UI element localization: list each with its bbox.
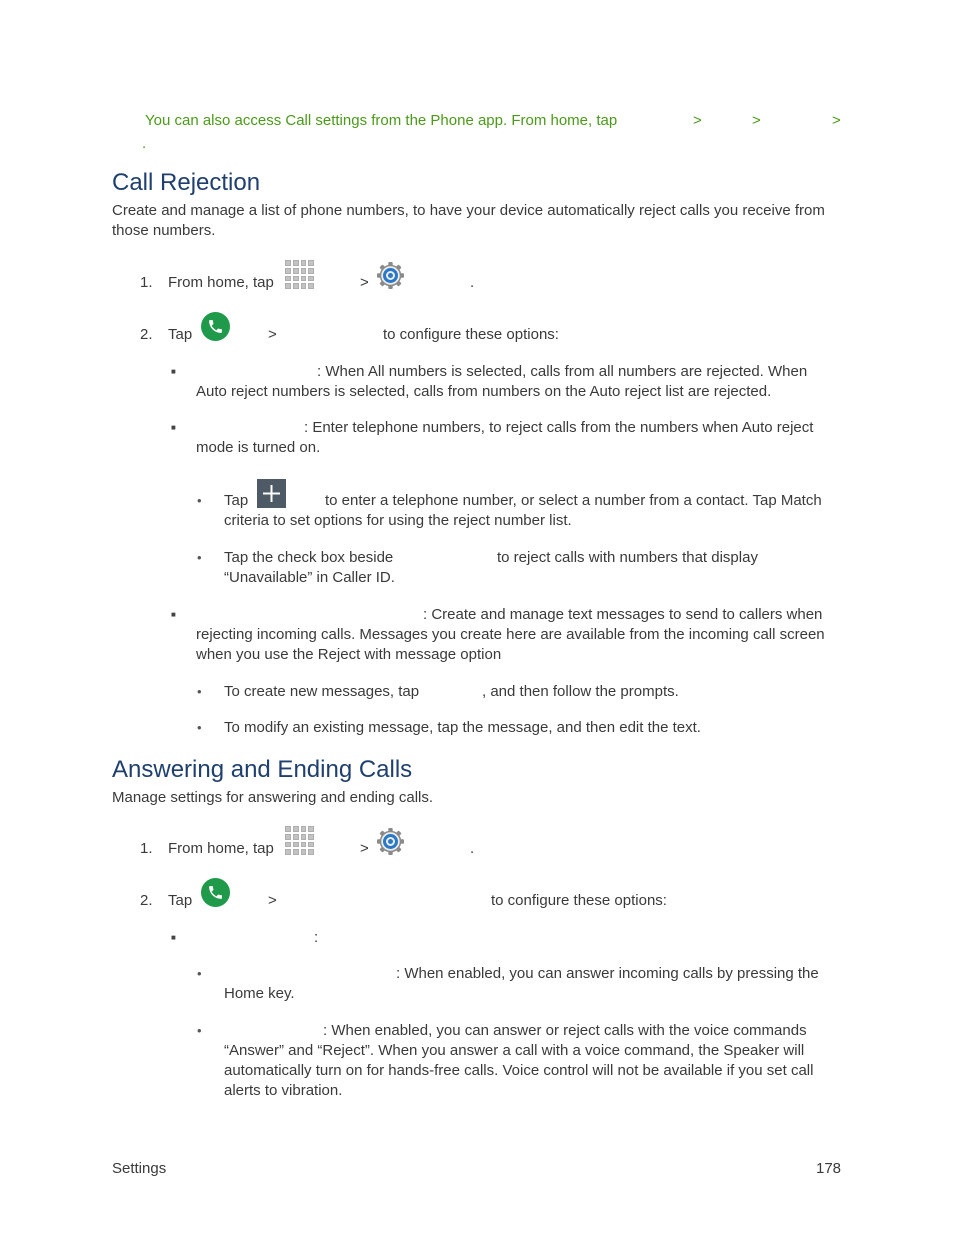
round-bullet: • [197, 493, 202, 508]
round-bullet: • [197, 684, 202, 699]
sub-option-text: Tap [224, 492, 249, 509]
sub-option-text: , and then follow the prompts. [482, 683, 679, 700]
section-heading-answering: Answering and Ending Calls [112, 756, 413, 783]
step-number: 1. [140, 840, 153, 857]
round-bullet: • [197, 1023, 202, 1038]
square-bullet: ■ [171, 610, 176, 619]
tip-period: . [142, 135, 147, 152]
round-bullet: • [197, 966, 202, 981]
apps-icon [285, 826, 314, 855]
option-auto-reject-mode-desc: : When All numbers is selected, calls from all numbers are rejected. When Auto reject numbers is selected, calls from numbers on the Auto reject list are rejected. [196, 363, 808, 400]
tip-text: You can also access Call settings from the Phone app. From home, tap [145, 112, 618, 129]
sub-option-text: “Unavailable” in Caller ID. [224, 569, 395, 586]
step-end: to configure these options: [491, 892, 667, 909]
step-end: to configure these options: [383, 326, 559, 343]
step-text: Tap [168, 892, 193, 909]
settings-gear-icon [376, 261, 405, 294]
page-number: 178 [816, 1160, 842, 1177]
phone-icon [201, 878, 230, 907]
sub-option-text: Tap the check box beside [224, 549, 394, 566]
apps-icon [285, 260, 314, 289]
tip-separator: > [752, 112, 761, 129]
section-intro: Create and manage a list of phone numbers, to have your device automatically reject calls you receive from those numbers. [112, 202, 825, 239]
settings-gear-icon [376, 827, 405, 860]
option-reject-messages-desc: : Create and manage text messages to send to callers when rejecting incoming calls. Messages you create here are available from the incoming call screen when you use the Reject with message option [196, 606, 825, 663]
option-auto-reject-list-desc: : Enter telephone numbers, to reject calls from the numbers when Auto reject mode is turned on. [196, 419, 814, 456]
sub-option-home-key-desc: : When enabled, you can answer incoming calls by pressing the Home key. [224, 965, 819, 1002]
round-bullet: • [197, 720, 202, 735]
footer-section: Settings [112, 1160, 167, 1177]
step-end: . [470, 840, 475, 857]
step-separator: > [360, 840, 369, 857]
section-heading-call-rejection: Call Rejection [112, 169, 261, 196]
step-end: . [470, 274, 475, 291]
step-number: 2. [140, 892, 153, 909]
round-bullet: • [197, 550, 202, 565]
tip-separator: > [693, 112, 702, 129]
sub-option-text: To modify an existing message, tap the message, and then edit the text. [224, 719, 701, 736]
step-text: From home, tap [168, 840, 274, 857]
sub-option-voice-control-desc: : When enabled, you can answer or reject calls with the voice commands “Answer” and “Reject”. When you answer a call with a voice command, the Speaker will automatically turn on for hands-free calls. Voice control will not be available if you set call alerts to vibration. [224, 1022, 814, 1099]
square-bullet: ■ [171, 933, 176, 942]
square-bullet: ■ [171, 367, 176, 376]
step-text: From home, tap [168, 274, 274, 291]
step-separator: > [360, 274, 369, 291]
section-intro: Manage settings for answering and ending calls. [112, 789, 434, 806]
tip-separator: > [832, 112, 841, 129]
option-colon: : [314, 929, 319, 946]
step-separator: > [268, 326, 277, 343]
sub-option-text: To create new messages, tap [224, 683, 420, 700]
step-text: Tap [168, 326, 193, 343]
step-number: 1. [140, 274, 153, 291]
square-bullet: ■ [171, 423, 176, 432]
sub-option-text: to enter a telephone number, or select a number from a contact. Tap Match criteria to set options for using the reject number list. [224, 492, 822, 529]
step-separator: > [268, 892, 277, 909]
step-number: 2. [140, 326, 153, 343]
phone-icon [201, 312, 230, 341]
sub-option-text: to reject calls with numbers that display [497, 549, 758, 566]
